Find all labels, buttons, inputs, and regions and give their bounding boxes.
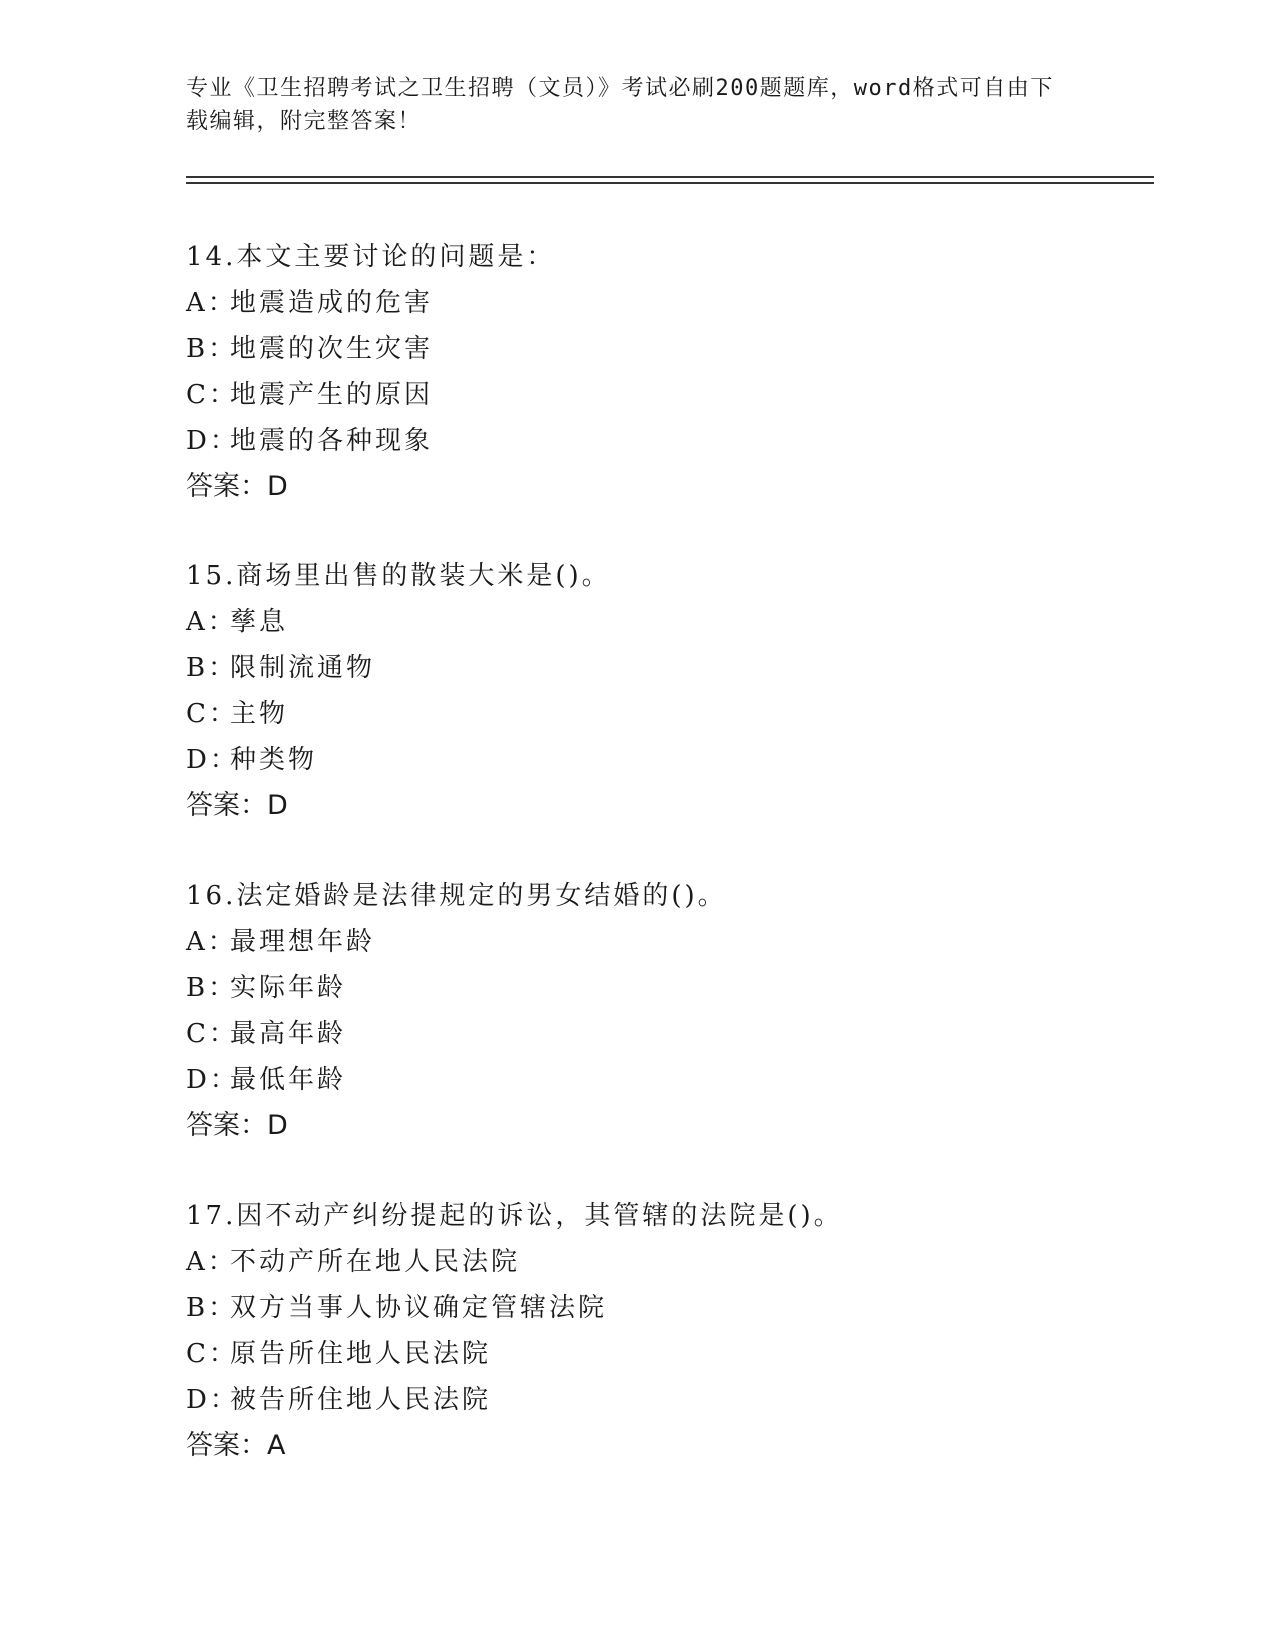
option-b [186,645,1146,691]
option-text: 地震产生的原因 [230,380,434,410]
option-c [186,372,1146,418]
option-c [186,691,1146,737]
question-stem: 17.因不动产纠纷提起的诉讼，其管辖的法院是()。 [186,1201,843,1231]
question-stem: 14.本文主要讨论的问题是： [186,242,556,272]
question-block [186,234,1146,510]
question-block [186,1193,1146,1469]
option-text: 孳息 [230,607,289,637]
option-text: 不动产所在地人民法院 [230,1247,521,1277]
option-key: B： [186,1293,238,1323]
answer-line: 答案：A [186,1430,286,1461]
option-key: A： [186,607,237,637]
question-stem: 16.法定婚龄是法律规定的男女结婚的()。 [186,881,727,911]
option-a [186,1239,1146,1285]
header-rule-top [186,176,1154,178]
option-a [186,599,1146,645]
option-key: D： [186,426,239,456]
option-text: 实际年龄 [230,973,347,1003]
option-a [186,280,1146,326]
question-block [186,553,1146,829]
question-block [186,873,1146,1149]
option-c [186,1011,1146,1057]
option-key: C： [186,1019,238,1049]
option-b [186,1285,1146,1331]
option-text: 地震的次生灾害 [230,334,434,364]
option-d [186,737,1146,783]
option-text: 最高年龄 [230,1019,347,1049]
option-text: 限制流通物 [230,653,376,683]
option-key: D： [186,745,239,775]
option-text: 种类物 [230,745,318,775]
option-text: 双方当事人协议确定管辖法院 [230,1293,608,1323]
option-b [186,965,1146,1011]
option-key: B： [186,653,238,683]
option-text: 地震的各种现象 [230,426,434,456]
answer-line: 答案：D [186,790,288,821]
option-key: D： [186,1065,239,1095]
option-d [186,1377,1146,1423]
document-header: 专业《卫生招聘考试之卫生招聘（文员）》考试必刷200题题库，word格式可自由下载编辑，附完整答案！ [186,76,1054,134]
option-text: 主物 [230,699,289,729]
answer-line: 答案：D [186,1110,288,1141]
option-key: D： [186,1385,239,1415]
option-text: 地震造成的危害 [230,288,434,318]
option-text: 被告所住地人民法院 [230,1385,492,1415]
option-key: A： [186,1247,237,1277]
option-text: 最理想年龄 [230,927,376,957]
option-key: C： [186,1339,238,1369]
question-stem: 15.商场里出售的散装大米是()。 [186,561,611,591]
option-key: C： [186,380,238,410]
option-key: B： [186,334,238,364]
option-text: 最低年龄 [230,1065,347,1095]
option-key: A： [186,288,237,318]
answer-line: 答案：D [186,471,288,502]
header-rule-bottom [186,182,1154,184]
option-text: 原告所住地人民法院 [230,1339,492,1369]
option-d [186,418,1146,464]
option-c [186,1331,1146,1377]
option-d [186,1057,1146,1103]
option-key: A： [186,927,237,957]
option-key: B： [186,973,238,1003]
option-key: C： [186,699,238,729]
option-b [186,326,1146,372]
option-a [186,919,1146,965]
